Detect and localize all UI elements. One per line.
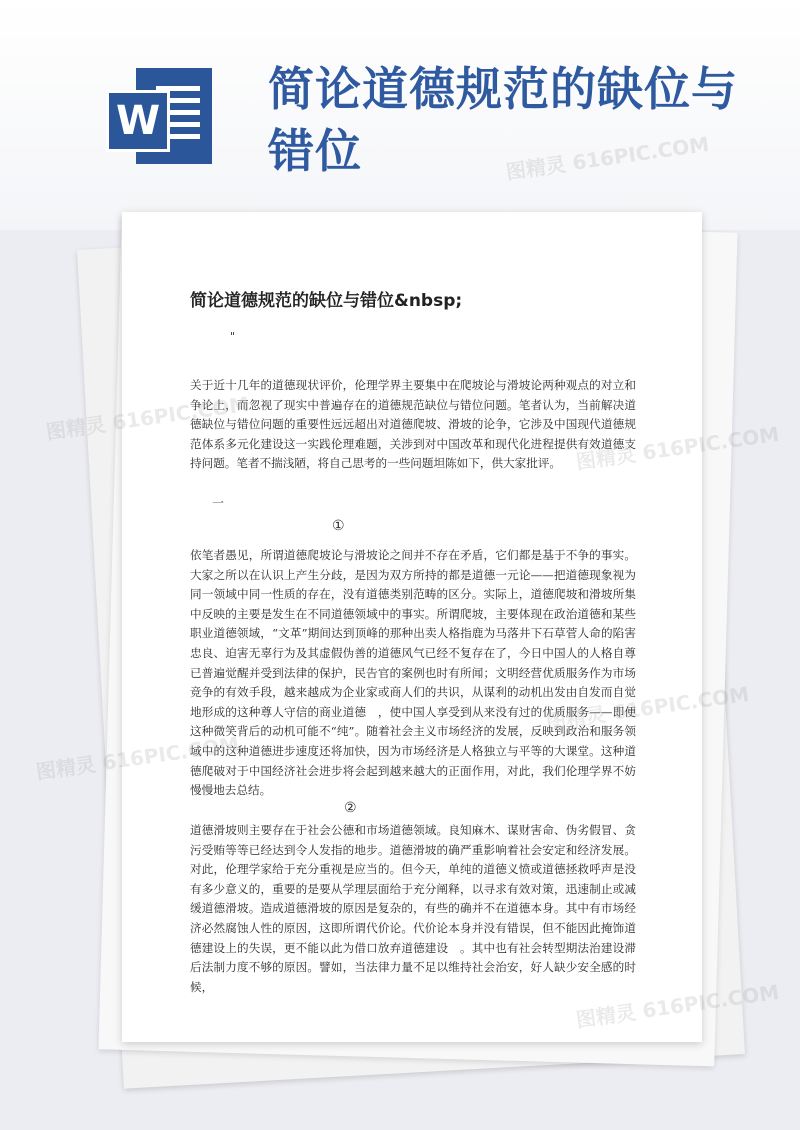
- paragraph-body-1: 依笔者愚见，所谓道德爬坡论与滑坡论之间并不存在矛盾，它们都是基于不争的事实。大家之所以在认识上产生分歧，是因为双方所持的都是道德一元论——把道德现象视为同一领域中同一性质的存在，没有道德类别范畴的区分。实际上，道德爬坡和滑坡所集中反映的主要是发生在不同道德领域中的事实。所谓爬坡，主要体现在政治道德和某些职业道德领域，“文革”期间达到顶峰的那种出卖人格指鹿为马落井下石草菅人命的陷害忠良、迫害无辜行为及其虚假伪善的道德风气已经不复存在了，今日中国人的人格自尊已普遍觉醒并受到法律的保护，民告官的案例也时有所闻；文明经营优质服务作为市场竞争的有效手段，越来越成为企业家或商人们的共识，从谋利的动机出发由自发而自觉地形成的这种尊人守信的商业道德 ，使中国人享受到从来没有过的优质服务——即便这种微笑背后的动机可能不“纯”。随着社会主义市场经济的发展，反映到政治和服务领域中的这种道德进步速度还将加快，因为市场经济是人格独立与平等的大课堂。这种道德爬破对于中国经济社会进步将会起到越来越大的正面作用，对此，我们伦理学界不妨慢慢地去总结。: [190, 548, 636, 798]
- quote-mark: ": [230, 330, 236, 343]
- section-number: 一: [212, 496, 225, 510]
- page-title: 简论道德规范的缺位与错位: [268, 62, 738, 178]
- watermark: 图精灵 616PIC.COM: [44, 391, 251, 445]
- document-title: 简论道德规范的缺位与错位&nbsp;: [190, 291, 463, 311]
- document-page: [122, 212, 702, 1042]
- subsection-marker-2: ②: [344, 800, 357, 816]
- paragraph-body-2: 道德滑坡则主要存在于社会公德和市场道德领域。良知麻木、谋财害命、伪劣假冒、贪污受贿等等已经达到令人发指的地步。道德滑坡的确严重影响着社会安定和经济发展。对此，伦理学家给于充分重视是应当的。但今天，单纯的道德义愤或道德拯救呼声是没有多少意义的，重要的是要从学理层面给于充分阐释，以寻求有效对策，迅速制止或减缓道德滑坡。造成道德滑坡的原因是复杂的，有些的确并不在道德本身。其中有市场经济必然腐蚀人性的原因，这即所谓代价论。代价论本身并没有错误，但不能因此掩饰道德建设上的失误，更不能以此为借口放弃道德建设 。其中也有社会转型期法治建设滞后法制力度不够的原因。譬如，当法律力量不足以维持社会治安，好人缺少安全感的时候，: [190, 823, 636, 994]
- word-w-tile: W: [106, 90, 170, 152]
- word-document-icon: [106, 68, 212, 164]
- watermark: 图精灵 616PIC.COM: [544, 681, 751, 735]
- watermark: 图精灵 616PIC.COM: [574, 421, 781, 475]
- paragraph-intro: 关于近十几年的道德现状评价，伦理学界主要集中在爬坡论与滑坡论两种观点的对立和争论上，而忽视了现实中普遍存在的道德规范缺位与错位问题。笔者认为，当前解决道德缺位与错位问题的重要性远远超出对道德爬坡、滑坡的论争，它涉及中国现代道德规范体系多元化建设这一实践伦理难题，关涉到对中国改革和现代化进程提供有效道德支持问题。笔者不揣浅陋，将自己思考的一些问题坦陈如下，供大家批评。: [190, 378, 636, 471]
- watermark: 图精灵 616PIC.COM: [504, 131, 711, 185]
- watermark: 图精灵 616PIC.COM: [574, 979, 781, 1033]
- subsection-marker-1: ①: [332, 518, 345, 534]
- watermark: 图精灵 616PIC.COM: [34, 731, 241, 785]
